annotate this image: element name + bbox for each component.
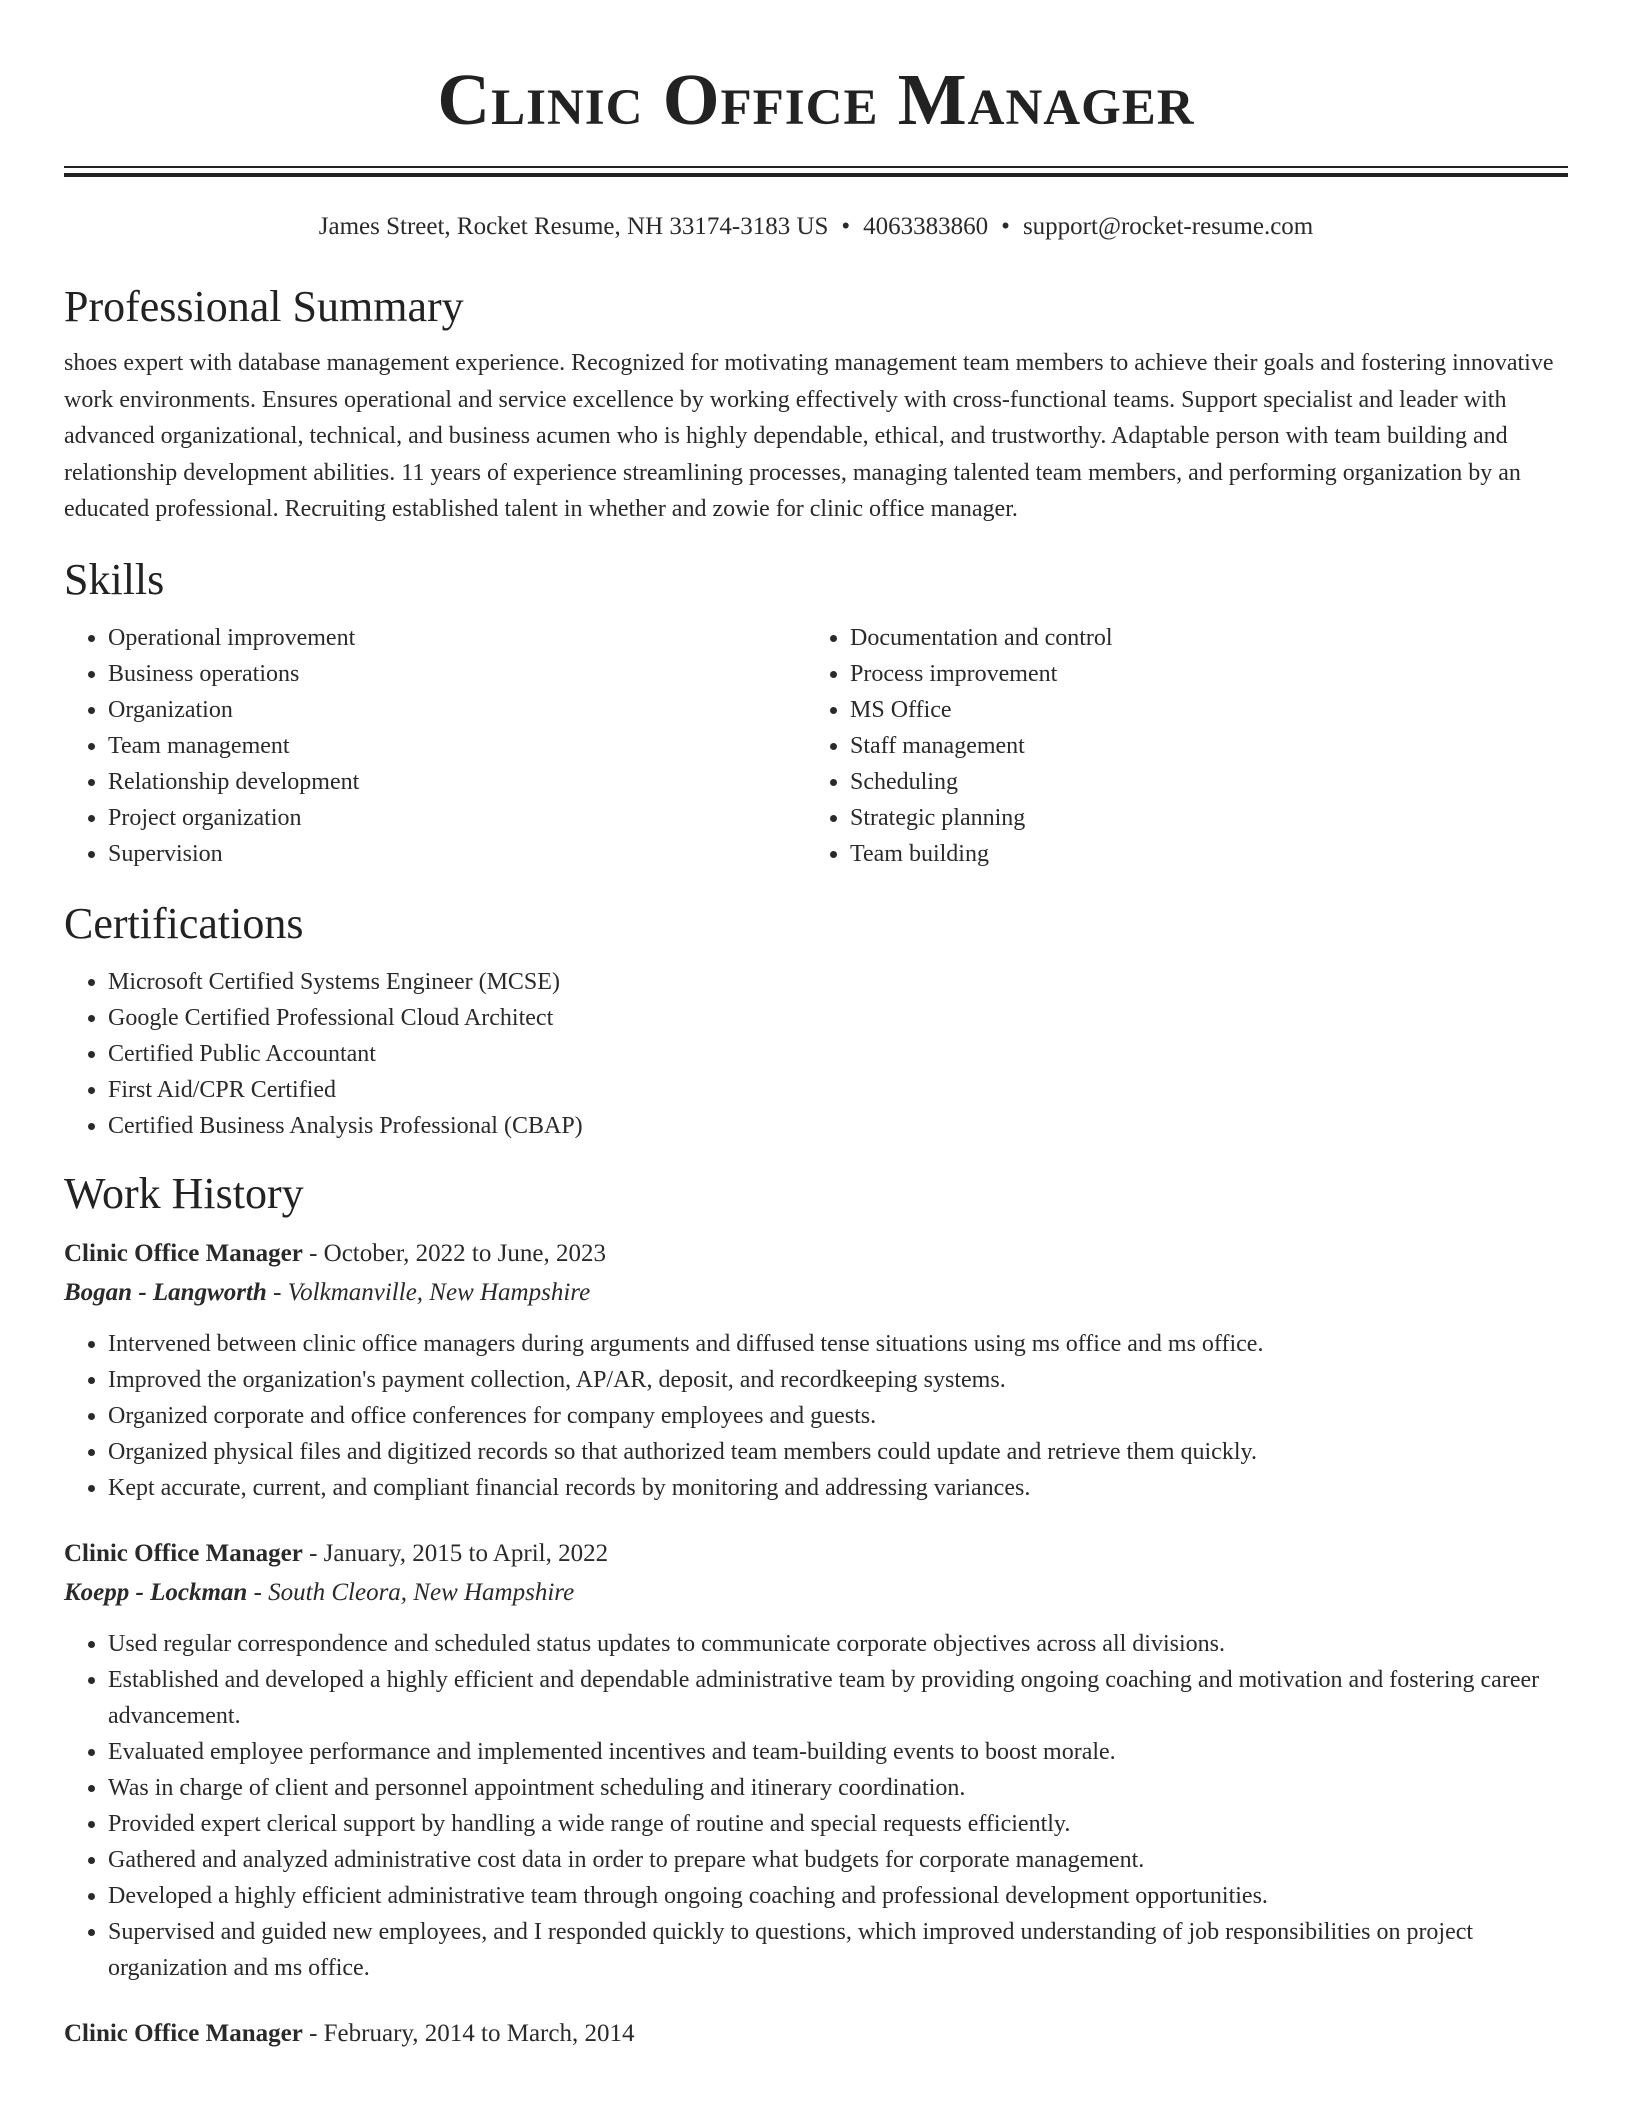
job-bullets — [64, 1326, 1568, 1506]
job-title: Clinic Office Manager — [64, 1239, 303, 1267]
job-title-line — [64, 2014, 1568, 2054]
job-bullet: • Gathered and analyzed administrative cost data in order to prepare what budgets for corporate management. — [108, 1842, 1568, 1878]
skill-item: • Business operations — [108, 656, 806, 692]
skill-item: • Scheduling — [850, 764, 1548, 800]
company-line — [64, 1574, 1568, 1612]
skills-list-left — [64, 620, 806, 872]
job-bullet: • Established and developed a highly efficient and dependable administrative team by providing ongoing coaching and motivation and fostering career advancement. — [108, 1662, 1568, 1734]
job-bullet: • Organized corporate and office conferences for company employees and guests. — [108, 1398, 1568, 1434]
contact-phone: 4063383860 — [863, 213, 989, 240]
job-dates: January, 2015 to April, 2022 — [323, 1539, 609, 1567]
job-bullet: • Improved the organization's payment collection, AP/AR, deposit, and recordkeeping systems. — [108, 1362, 1568, 1398]
job-bullets — [64, 1626, 1568, 1986]
skills-grid — [64, 620, 1568, 872]
job-dates: February, 2014 to March, 2014 — [323, 2019, 635, 2047]
job-title: Clinic Office Manager — [64, 2019, 303, 2047]
skill-item: • Documentation and control — [850, 620, 1548, 656]
job-bullet: • Evaluated employee performance and implemented incentives and team-building events to boost morale. — [108, 1734, 1568, 1770]
contact-email: support@rocket-resume.com — [1022, 213, 1314, 240]
certification-item: • Google Certified Professional Cloud Architect — [108, 1000, 1568, 1036]
company-dash: - — [253, 1578, 262, 1606]
summary-text: shoes expert with database management experience. Recognized for motivating management team members to achieve their goals and fostering innovative work environments. Ensures operational and service excellence by working effectively with cross-functional teams. Support specialist and leader with advanced organizational, technical, and business acumen who is highly dependable, ethical, and trustworthy. Adaptable person with team building and relationship development abilities. 11 years of experience streamlining processes, managing talented team members, and performing organization by an educated professional. Recruiting established talent in whether and zowie for clinic office manager. — [64, 350, 1554, 522]
job-bullet: • Intervened between clinic office managers during arguments and diffused tense situations using ms office and ms office. — [108, 1326, 1568, 1362]
certification-item: • Certified Public Accountant — [108, 1036, 1568, 1072]
skill-item: • Project organization — [108, 800, 806, 836]
job-bullet: • Provided expert clerical support by handling a wide range of routine and special requests efficiently. — [108, 1806, 1568, 1842]
summary-heading: Professional Summary — [64, 282, 464, 331]
company-name: Bogan - Langworth — [64, 1278, 267, 1306]
contact-separator: • — [1001, 213, 1010, 240]
job-entry — [64, 1234, 1568, 1506]
job-title-line — [64, 1534, 1568, 1574]
company-dash: - — [273, 1278, 282, 1306]
job-title-line — [64, 1234, 1568, 1274]
skill-item: • Operational improvement — [108, 620, 806, 656]
job-bullet: • Was in charge of client and personnel appointment scheduling and itinerary coordination. — [108, 1770, 1568, 1806]
contact-address: James Street, Rocket Resume, NH 33174-3183 US — [318, 213, 829, 240]
skill-item: • Process improvement — [850, 656, 1548, 692]
company-name: Koepp - Lockman — [64, 1578, 248, 1606]
skill-item: • Team management — [108, 728, 806, 764]
job-entry — [64, 1534, 1568, 1986]
job-bullet: • Kept accurate, current, and compliant financial records by monitoring and addressing variances. — [108, 1470, 1568, 1506]
job-bullet: • Developed a highly efficient administrative team through ongoing coaching and professional development opportunities. — [108, 1878, 1568, 1914]
job-entry — [64, 2014, 1568, 2054]
job-dash: - — [309, 1539, 318, 1567]
skills-list-right — [806, 620, 1548, 872]
job-dash: - — [309, 1239, 318, 1267]
skill-item: • Organization — [108, 692, 806, 728]
certifications-heading: Certifications — [64, 898, 304, 948]
header-rule-thin — [64, 166, 1568, 168]
skill-item: • Team building — [850, 836, 1548, 872]
skills-heading: Skills — [64, 554, 165, 604]
skill-item: • MS Office — [850, 692, 1548, 728]
company-location: South Cleora, New Hampshire — [268, 1578, 575, 1606]
job-bullet: • Supervised and guided new employees, and I responded quickly to questions, which improved understanding of job responsibilities on project organization and ms office. — [108, 1914, 1568, 1986]
job-dash: - — [309, 2019, 318, 2047]
skill-item: • Relationship development — [108, 764, 806, 800]
job-dates: October, 2022 to June, 2023 — [323, 1239, 606, 1267]
work-history-heading: Work History — [64, 1168, 304, 1218]
skill-item: • Supervision — [108, 836, 806, 872]
contact-separator: • — [841, 213, 851, 240]
header-rule-thick — [64, 173, 1568, 177]
job-bullet: • Organized physical files and digitized records so that authorized team members could update and retrieve them quickly. — [108, 1434, 1568, 1470]
skill-item: • Staff management — [850, 728, 1548, 764]
contact-line — [64, 211, 1568, 243]
certification-item: • Microsoft Certified Systems Engineer (MCSE) — [108, 964, 1568, 1000]
resume-name: Clinic Office Manager — [437, 59, 1195, 140]
certification-item: • First Aid/CPR Certified — [108, 1072, 1568, 1108]
company-location: Volkmanville, New Hampshire — [287, 1278, 591, 1306]
certification-item: • Certified Business Analysis Professional (CBAP) — [108, 1108, 1568, 1144]
certifications-list — [64, 964, 1568, 1144]
job-bullet: • Used regular correspondence and scheduled status updates to communicate corporate objectives across all divisions. — [108, 1626, 1568, 1662]
skill-item: • Strategic planning — [850, 800, 1548, 836]
job-title: Clinic Office Manager — [64, 1539, 303, 1567]
company-line — [64, 1274, 1568, 1312]
